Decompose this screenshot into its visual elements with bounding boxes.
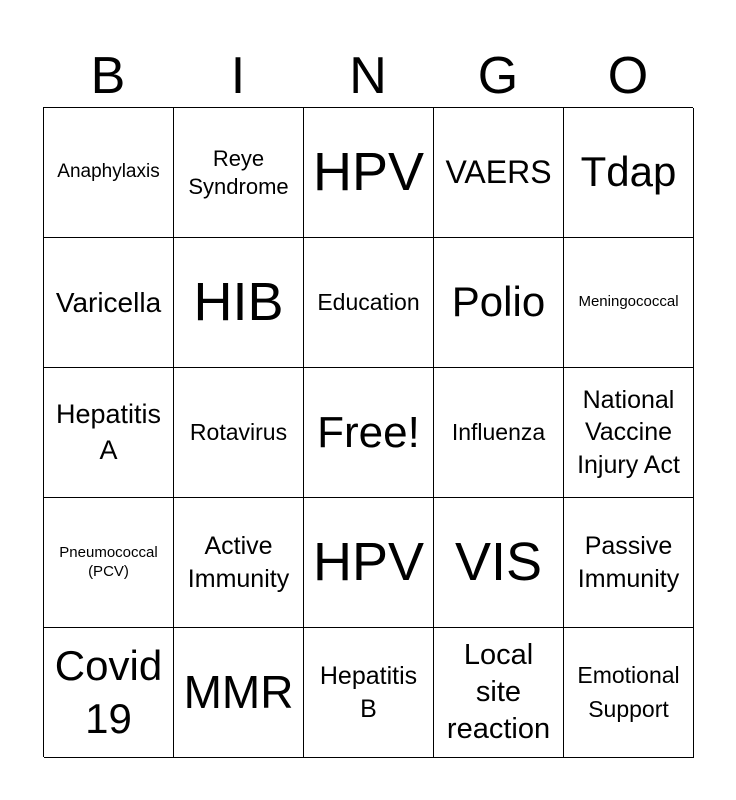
bingo-cell-4-2[interactable] [174, 498, 304, 628]
bingo-cell-2-1[interactable] [44, 238, 174, 368]
cell-label: Education [317, 288, 420, 315]
cell-label: Influenza [451, 418, 546, 445]
cell-label: Free! [317, 408, 420, 457]
bingo-cell-3-1[interactable] [44, 368, 174, 498]
bingo-cell-4-5[interactable] [564, 498, 694, 628]
bingo-cell-3-3[interactable] [304, 368, 434, 498]
bingo-header [43, 44, 693, 108]
bingo-cell-4-1[interactable] [44, 498, 174, 628]
cell-label: HPV [312, 531, 425, 592]
cell-label: HPV [312, 141, 425, 202]
header-letter-b: B [90, 47, 126, 105]
cell-label: Passive Immunity [577, 532, 680, 593]
bingo-cell-1-2[interactable] [174, 108, 304, 238]
header-letter-g: G [477, 47, 519, 105]
cell-label: Pneumococcal (PCV) [59, 543, 158, 580]
header-letter-i: I [230, 47, 246, 105]
bingo-cell-3-5[interactable] [564, 368, 694, 498]
cell-label: Polio [451, 278, 546, 326]
cell-label: Reye Syndrome [188, 146, 289, 199]
cell-label: Meningococcal [578, 293, 679, 311]
bingo-cell-4-3[interactable] [304, 498, 434, 628]
bingo-cell-2-5[interactable] [564, 238, 694, 368]
bingo-board [43, 107, 693, 757]
cell-label: Hepatitis A [55, 399, 162, 465]
bingo-cell-5-3[interactable] [304, 628, 434, 758]
cell-label: HIB [193, 271, 284, 332]
bingo-cell-3-4[interactable] [434, 368, 564, 498]
cell-label: Varicella [55, 286, 162, 318]
bingo-cell-5-5[interactable] [564, 628, 694, 758]
bingo-cell-4-4[interactable] [434, 498, 564, 628]
bingo-cell-2-2[interactable] [174, 238, 304, 368]
bingo-cell-2-4[interactable] [434, 238, 564, 368]
bingo-cell-1-3[interactable] [304, 108, 434, 238]
cell-label: Anaphylaxis [57, 161, 160, 183]
cell-label: Active Immunity [187, 532, 290, 593]
bingo-cell-5-4[interactable] [434, 628, 564, 758]
bingo-cell-1-5[interactable] [564, 108, 694, 238]
cell-label: Covid 19 [54, 642, 163, 742]
bingo-cell-5-2[interactable] [174, 628, 304, 758]
cell-label: VIS [454, 531, 543, 592]
bingo-cell-2-3[interactable] [304, 238, 434, 368]
cell-label: VAERS [445, 154, 552, 191]
bingo-cell-1-1[interactable] [44, 108, 174, 238]
cell-label: National Vaccine Injury Act [577, 385, 680, 479]
cell-label: Local site reaction [446, 638, 551, 746]
cell-label: MMR [183, 665, 294, 718]
bingo-cell-1-4[interactable] [434, 108, 564, 238]
cell-label: Tdap [580, 148, 677, 196]
header-letter-o: O [607, 47, 649, 105]
bingo-cell-3-2[interactable] [174, 368, 304, 498]
cell-label: Rotavirus [189, 418, 288, 445]
bingo-cell-5-1[interactable] [44, 628, 174, 758]
cell-label: Emotional Support [577, 662, 680, 722]
header-letter-n: N [349, 47, 387, 105]
cell-label: Hepatitis B [319, 662, 418, 723]
